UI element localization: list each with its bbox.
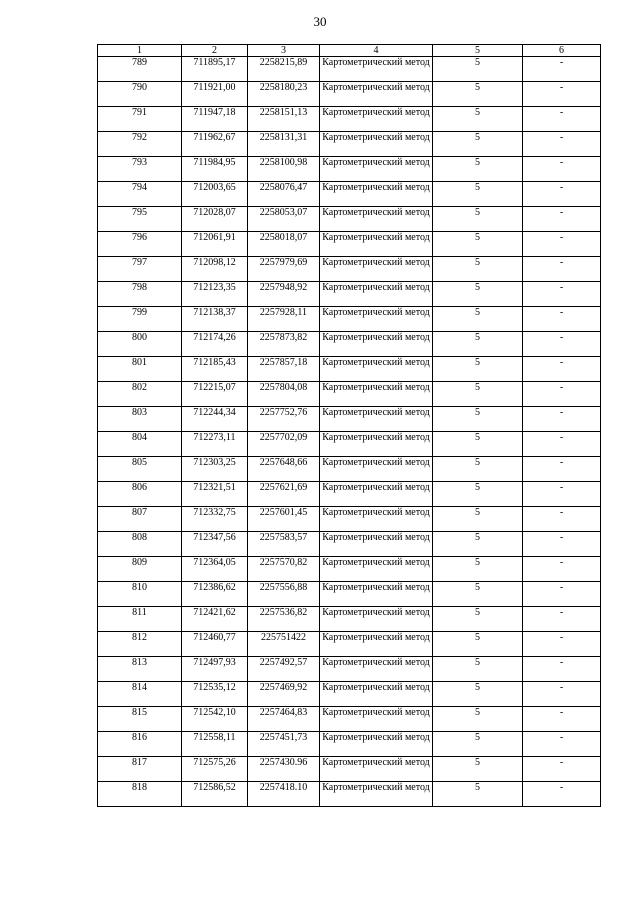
table-row — [98, 407, 601, 432]
header-cell: 5 — [433, 45, 523, 57]
table-row — [98, 207, 601, 232]
note-cell: - — [523, 82, 601, 107]
y-coordinate-cell: 2257857,18 — [248, 357, 320, 382]
note-cell: - — [523, 757, 601, 782]
method-cell: Картометрический метод — [320, 332, 433, 357]
accuracy-cell: 5 — [433, 332, 523, 357]
note-cell: - — [523, 782, 601, 807]
y-coordinate-cell: 2257601,45 — [248, 507, 320, 532]
point-number-cell: 794 — [98, 182, 182, 207]
table-row — [98, 432, 601, 457]
x-coordinate-cell: 711962,67 — [182, 132, 248, 157]
note-cell: - — [523, 432, 601, 457]
x-coordinate-cell: 711947,18 — [182, 107, 248, 132]
y-coordinate-cell: 2257430.96 — [248, 757, 320, 782]
point-number-cell: 817 — [98, 757, 182, 782]
note-cell: - — [523, 507, 601, 532]
note-cell: - — [523, 382, 601, 407]
point-number-cell: 790 — [98, 82, 182, 107]
table-row — [98, 182, 601, 207]
note-cell: - — [523, 607, 601, 632]
table-row — [98, 557, 601, 582]
y-coordinate-cell: 2257621,69 — [248, 482, 320, 507]
accuracy-cell: 5 — [433, 382, 523, 407]
method-cell: Картометрический метод — [320, 482, 433, 507]
point-number-cell: 810 — [98, 582, 182, 607]
note-cell: - — [523, 357, 601, 382]
y-coordinate-cell: 2257418.10 — [248, 782, 320, 807]
note-cell: - — [523, 457, 601, 482]
y-coordinate-cell: 2257702,09 — [248, 432, 320, 457]
x-coordinate-cell: 711984,95 — [182, 157, 248, 182]
y-coordinate-cell: 2258131,31 — [248, 132, 320, 157]
point-number-cell: 803 — [98, 407, 182, 432]
table-row — [98, 257, 601, 282]
x-coordinate-cell: 711921,00 — [182, 82, 248, 107]
note-cell: - — [523, 407, 601, 432]
method-cell: Картометрический метод — [320, 357, 433, 382]
method-cell: Картометрический метод — [320, 607, 433, 632]
table-row — [98, 582, 601, 607]
accuracy-cell: 5 — [433, 307, 523, 332]
point-number-cell: 799 — [98, 307, 182, 332]
method-cell: Картометрический метод — [320, 532, 433, 557]
accuracy-cell: 5 — [433, 407, 523, 432]
header-cell: 2 — [182, 45, 248, 57]
point-number-cell: 818 — [98, 782, 182, 807]
point-number-cell: 812 — [98, 632, 182, 657]
table-row — [98, 132, 601, 157]
x-coordinate-cell: 712273,11 — [182, 432, 248, 457]
table-row — [98, 707, 601, 732]
header-row — [98, 45, 601, 57]
note-cell: - — [523, 582, 601, 607]
x-coordinate-cell: 712028,07 — [182, 207, 248, 232]
accuracy-cell: 5 — [433, 707, 523, 732]
accuracy-cell: 5 — [433, 757, 523, 782]
method-cell: Картометрический метод — [320, 132, 433, 157]
table-row — [98, 732, 601, 757]
accuracy-cell: 5 — [433, 457, 523, 482]
y-coordinate-cell: 2257752,76 — [248, 407, 320, 432]
y-coordinate-cell: 2257492,57 — [248, 657, 320, 682]
accuracy-cell: 5 — [433, 157, 523, 182]
x-coordinate-cell: 712386,62 — [182, 582, 248, 607]
x-coordinate-cell: 712497,93 — [182, 657, 248, 682]
x-coordinate-cell: 712098,12 — [182, 257, 248, 282]
table-row — [98, 507, 601, 532]
point-number-cell: 798 — [98, 282, 182, 307]
accuracy-cell: 5 — [433, 782, 523, 807]
accuracy-cell: 5 — [433, 232, 523, 257]
method-cell: Картометрический метод — [320, 632, 433, 657]
y-coordinate-cell: 2257451,73 — [248, 732, 320, 757]
method-cell: Картометрический метод — [320, 582, 433, 607]
accuracy-cell: 5 — [433, 632, 523, 657]
x-coordinate-cell: 712364,05 — [182, 557, 248, 582]
point-number-cell: 789 — [98, 57, 182, 82]
y-coordinate-cell: 2257804,08 — [248, 382, 320, 407]
x-coordinate-cell: 712535,12 — [182, 682, 248, 707]
method-cell: Картометрический метод — [320, 557, 433, 582]
header-cell: 6 — [523, 45, 601, 57]
method-cell: Картометрический метод — [320, 207, 433, 232]
table-row — [98, 782, 601, 807]
method-cell: Картометрический метод — [320, 757, 433, 782]
y-coordinate-cell: 2257928,11 — [248, 307, 320, 332]
note-cell: - — [523, 132, 601, 157]
x-coordinate-cell: 712321,51 — [182, 482, 248, 507]
y-coordinate-cell: 2258151,13 — [248, 107, 320, 132]
method-cell: Картометрический метод — [320, 407, 433, 432]
accuracy-cell: 5 — [433, 357, 523, 382]
header-cell: 3 — [248, 45, 320, 57]
point-number-cell: 808 — [98, 532, 182, 557]
y-coordinate-cell: 2257570,82 — [248, 557, 320, 582]
method-cell: Картометрический метод — [320, 782, 433, 807]
note-cell: - — [523, 532, 601, 557]
point-number-cell: 813 — [98, 657, 182, 682]
note-cell: - — [523, 57, 601, 82]
method-cell: Картометрический метод — [320, 182, 433, 207]
table-row — [98, 632, 601, 657]
accuracy-cell: 5 — [433, 257, 523, 282]
method-cell: Картометрический метод — [320, 82, 433, 107]
x-coordinate-cell: 712347,56 — [182, 532, 248, 557]
y-coordinate-cell: 2257536,82 — [248, 607, 320, 632]
accuracy-cell: 5 — [433, 607, 523, 632]
table-row — [98, 357, 601, 382]
note-cell: - — [523, 307, 601, 332]
x-coordinate-cell: 712138,37 — [182, 307, 248, 332]
accuracy-cell: 5 — [433, 207, 523, 232]
table-row — [98, 157, 601, 182]
method-cell: Картометрический метод — [320, 382, 433, 407]
accuracy-cell: 5 — [433, 432, 523, 457]
note-cell: - — [523, 482, 601, 507]
y-coordinate-cell: 2257648,66 — [248, 457, 320, 482]
point-number-cell: 791 — [98, 107, 182, 132]
point-number-cell: 815 — [98, 707, 182, 732]
table-row — [98, 282, 601, 307]
accuracy-cell: 5 — [433, 82, 523, 107]
page-number: 30 — [313, 14, 327, 29]
note-cell: - — [523, 107, 601, 132]
table-row — [98, 482, 601, 507]
y-coordinate-cell: 2257469,92 — [248, 682, 320, 707]
accuracy-cell: 5 — [433, 507, 523, 532]
y-coordinate-cell: 2257556,88 — [248, 582, 320, 607]
x-coordinate-cell: 712421,62 — [182, 607, 248, 632]
method-cell: Картометрический метод — [320, 432, 433, 457]
x-coordinate-cell: 712332,75 — [182, 507, 248, 532]
accuracy-cell: 5 — [433, 732, 523, 757]
note-cell: - — [523, 157, 601, 182]
note-cell: - — [523, 632, 601, 657]
point-number-cell: 802 — [98, 382, 182, 407]
point-number-cell: 804 — [98, 432, 182, 457]
note-cell: - — [523, 732, 601, 757]
y-coordinate-cell: 2257583,57 — [248, 532, 320, 557]
table-row — [98, 757, 601, 782]
x-coordinate-cell: 712244,34 — [182, 407, 248, 432]
x-coordinate-cell: 712215,07 — [182, 382, 248, 407]
y-coordinate-cell: 2258076,47 — [248, 182, 320, 207]
accuracy-cell: 5 — [433, 107, 523, 132]
x-coordinate-cell: 712174,26 — [182, 332, 248, 357]
method-cell: Картометрический метод — [320, 707, 433, 732]
x-coordinate-cell: 712123,35 — [182, 282, 248, 307]
point-number-cell: 809 — [98, 557, 182, 582]
table-row — [98, 82, 601, 107]
point-number-cell: 806 — [98, 482, 182, 507]
accuracy-cell: 5 — [433, 582, 523, 607]
y-coordinate-cell: 2257873,82 — [248, 332, 320, 357]
accuracy-cell: 5 — [433, 57, 523, 82]
method-cell: Картометрический метод — [320, 507, 433, 532]
point-number-cell: 796 — [98, 232, 182, 257]
x-coordinate-cell: 712061,91 — [182, 232, 248, 257]
note-cell: - — [523, 182, 601, 207]
x-coordinate-cell: 712575,26 — [182, 757, 248, 782]
note-cell: - — [523, 707, 601, 732]
point-number-cell: 805 — [98, 457, 182, 482]
method-cell: Картометрический метод — [320, 232, 433, 257]
method-cell: Картометрический метод — [320, 307, 433, 332]
table-row — [98, 382, 601, 407]
point-number-cell: 800 — [98, 332, 182, 357]
point-number-cell: 816 — [98, 732, 182, 757]
table-row — [98, 232, 601, 257]
note-cell: - — [523, 657, 601, 682]
x-coordinate-cell: 712542,10 — [182, 707, 248, 732]
x-coordinate-cell: 711895,17 — [182, 57, 248, 82]
accuracy-cell: 5 — [433, 657, 523, 682]
method-cell: Картометрический метод — [320, 657, 433, 682]
y-coordinate-cell: 2257979,69 — [248, 257, 320, 282]
point-number-cell: 807 — [98, 507, 182, 532]
note-cell: - — [523, 232, 601, 257]
x-coordinate-cell: 712303,25 — [182, 457, 248, 482]
table-row — [98, 332, 601, 357]
y-coordinate-cell: 2258180,23 — [248, 82, 320, 107]
accuracy-cell: 5 — [433, 682, 523, 707]
table-row — [98, 457, 601, 482]
point-number-cell: 797 — [98, 257, 182, 282]
method-cell: Картометрический метод — [320, 57, 433, 82]
method-cell: Картометрический метод — [320, 157, 433, 182]
coordinates-table — [97, 44, 601, 807]
y-coordinate-cell: 2257948,92 — [248, 282, 320, 307]
header-cell: 4 — [320, 45, 433, 57]
table-row — [98, 682, 601, 707]
header-cell: 1 — [98, 45, 182, 57]
table-row — [98, 307, 601, 332]
table-row — [98, 107, 601, 132]
y-coordinate-cell: 2258215,89 — [248, 57, 320, 82]
method-cell: Картометрический метод — [320, 107, 433, 132]
table-row — [98, 57, 601, 82]
x-coordinate-cell: 712460,77 — [182, 632, 248, 657]
table-row — [98, 532, 601, 557]
method-cell: Картометрический метод — [320, 282, 433, 307]
y-coordinate-cell: 2258053,07 — [248, 207, 320, 232]
y-coordinate-cell: 2258018,07 — [248, 232, 320, 257]
accuracy-cell: 5 — [433, 557, 523, 582]
point-number-cell: 792 — [98, 132, 182, 157]
x-coordinate-cell: 712586,52 — [182, 782, 248, 807]
note-cell: - — [523, 682, 601, 707]
method-cell: Картометрический метод — [320, 457, 433, 482]
method-cell: Картометрический метод — [320, 682, 433, 707]
point-number-cell: 795 — [98, 207, 182, 232]
point-number-cell: 801 — [98, 357, 182, 382]
accuracy-cell: 5 — [433, 532, 523, 557]
y-coordinate-cell: 225751422 — [248, 632, 320, 657]
method-cell: Картометрический метод — [320, 732, 433, 757]
table-row — [98, 657, 601, 682]
accuracy-cell: 5 — [433, 282, 523, 307]
method-cell: Картометрический метод — [320, 257, 433, 282]
note-cell: - — [523, 282, 601, 307]
point-number-cell: 793 — [98, 157, 182, 182]
x-coordinate-cell: 712185,43 — [182, 357, 248, 382]
point-number-cell: 814 — [98, 682, 182, 707]
x-coordinate-cell: 712558,11 — [182, 732, 248, 757]
y-coordinate-cell: 2257464,83 — [248, 707, 320, 732]
accuracy-cell: 5 — [433, 132, 523, 157]
point-number-cell: 811 — [98, 607, 182, 632]
x-coordinate-cell: 712003,65 — [182, 182, 248, 207]
accuracy-cell: 5 — [433, 482, 523, 507]
note-cell: - — [523, 207, 601, 232]
note-cell: - — [523, 332, 601, 357]
note-cell: - — [523, 257, 601, 282]
note-cell: - — [523, 557, 601, 582]
table-row — [98, 607, 601, 632]
accuracy-cell: 5 — [433, 182, 523, 207]
y-coordinate-cell: 2258100,98 — [248, 157, 320, 182]
